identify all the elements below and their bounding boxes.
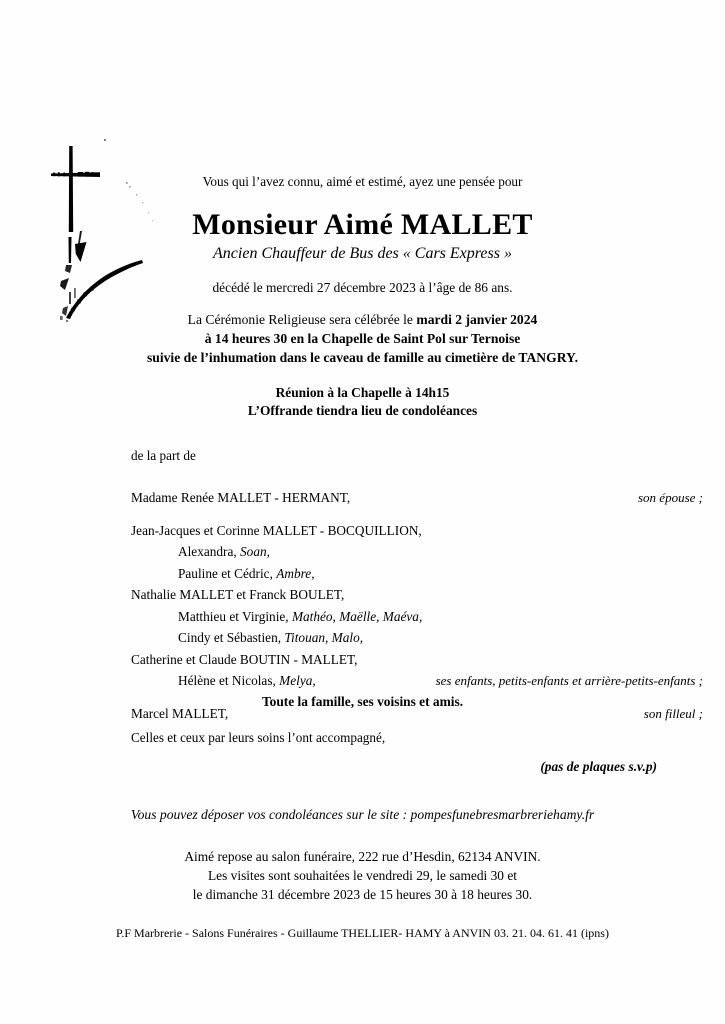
deceased-role: Ancien Chauffeur de Bus des « Cars Express » (213, 245, 512, 262)
ceremony-details (0, 311, 725, 368)
repose-line-3: le dimanche 31 décembre 2023 de 15 heures 30 à 18 heures 30. (192, 887, 533, 903)
ceremony-line-3: suivie de l’inhumation dans le caveau de famille au cimetière de TANGRY. (147, 349, 578, 365)
family-row (0, 566, 725, 588)
family-member-name (178, 630, 363, 646)
reunion-line-1: Réunion à la Chapelle à 14h15 (275, 385, 450, 400)
no-plaques-note: (pas de plaques s.v.p) (540, 759, 657, 774)
ceremony-date: mardi 2 janvier 2024 (416, 312, 538, 327)
family-list (0, 490, 725, 727)
funeral-home-footer: P.F Marbrerie - Salons Funéraires - Guillaume THELLIER- HAMY à ANVIN 03. 21. 04. 61. 41 (ipns) (116, 926, 609, 940)
family-member-main: Pauline et Cédric, (178, 565, 277, 581)
reunion-details (0, 384, 725, 419)
accompanied-line: Celles et ceux par leurs soins l’ont accompagné, (131, 730, 386, 745)
family-member-children: Melya, (279, 673, 316, 688)
family-row (0, 523, 725, 545)
family-member-main: Madame Renée MALLET - HERMANT, (131, 490, 351, 505)
family-member-name (178, 609, 422, 625)
family-relation-label: son filleul ; (643, 705, 703, 721)
ceremony-line-1 (0, 311, 725, 329)
family-row (0, 652, 725, 674)
intro-text: Vous qui l’avez connu, aimé et estimé, ayez une pensée pour (202, 174, 523, 189)
family-member-main: Matthieu et Virginie, (178, 608, 292, 624)
family-row (0, 630, 725, 652)
family-member-name (178, 566, 315, 582)
family-member-name (131, 587, 344, 603)
family-relation-label: son épouse ; (638, 490, 703, 505)
ceremony-line-2: à 14 heures 30 en la Chapelle de Saint Pol sur Ternoise (204, 330, 521, 346)
family-member-main: Catherine et Claude BOUTIN - MALLET, (131, 651, 358, 667)
all-family-line: Toute la famille, ses voisins et amis. (261, 694, 464, 709)
condolences-website: Vous pouvez déposer vos condoléances sur le site : pompesfunebresmarbreriehamy.fr (130, 807, 595, 822)
family-member-main: Hélène et Nicolas, (178, 673, 280, 688)
family-member-name (178, 544, 270, 560)
family-member-name (131, 523, 422, 539)
from-label: de la part de (131, 448, 196, 463)
family-member-main: Cindy et Sébastien, (178, 630, 285, 645)
family-member-name (131, 490, 350, 506)
death-announcement: décédé le mercredi 27 décembre 2023 à l’âge de 86 ans. (212, 280, 513, 295)
repose-line-2: Les visites sont souhaitées le vendredi 29, le samedi 30 et (207, 868, 518, 884)
repose-line-1: Aimé repose au salon funéraire, 222 rue d’Hesdin, 62134 ANVIN. (184, 849, 541, 864)
family-row (0, 673, 725, 695)
family-member-main: Marcel MALLET, (131, 705, 229, 721)
family-member-main: Alexandra, (178, 544, 241, 559)
family-member-name (178, 673, 316, 689)
repose-details (0, 848, 725, 906)
family-row (0, 609, 725, 631)
family-member-children: Mathéo, Maëlle, Maéva, (291, 608, 423, 624)
family-row (0, 544, 725, 566)
ceremony-line-1-regular: La Cérémonie Religieuse sera célébrée le (187, 312, 417, 327)
deceased-name: Monsieur Aimé MALLET (192, 208, 533, 241)
family-member-children: Soan, (240, 544, 270, 559)
family-relation-label: ses enfants, petits-enfants et arrière-petits-enfants ; (435, 673, 703, 688)
family-member-children: Titouan, Malo, (284, 630, 364, 645)
family-row (0, 490, 725, 512)
family-member-name (131, 652, 357, 668)
family-member-children: Ambre, (276, 565, 315, 581)
family-row (0, 587, 725, 609)
family-member-main: Jean-Jacques et Corinne MALLET - BOCQUILLION, (131, 522, 422, 538)
family-member-main: Nathalie MALLET et Franck BOULET, (131, 587, 345, 602)
reunion-line-2: L’Offrande tiendra lieu de condoléances (247, 402, 478, 418)
